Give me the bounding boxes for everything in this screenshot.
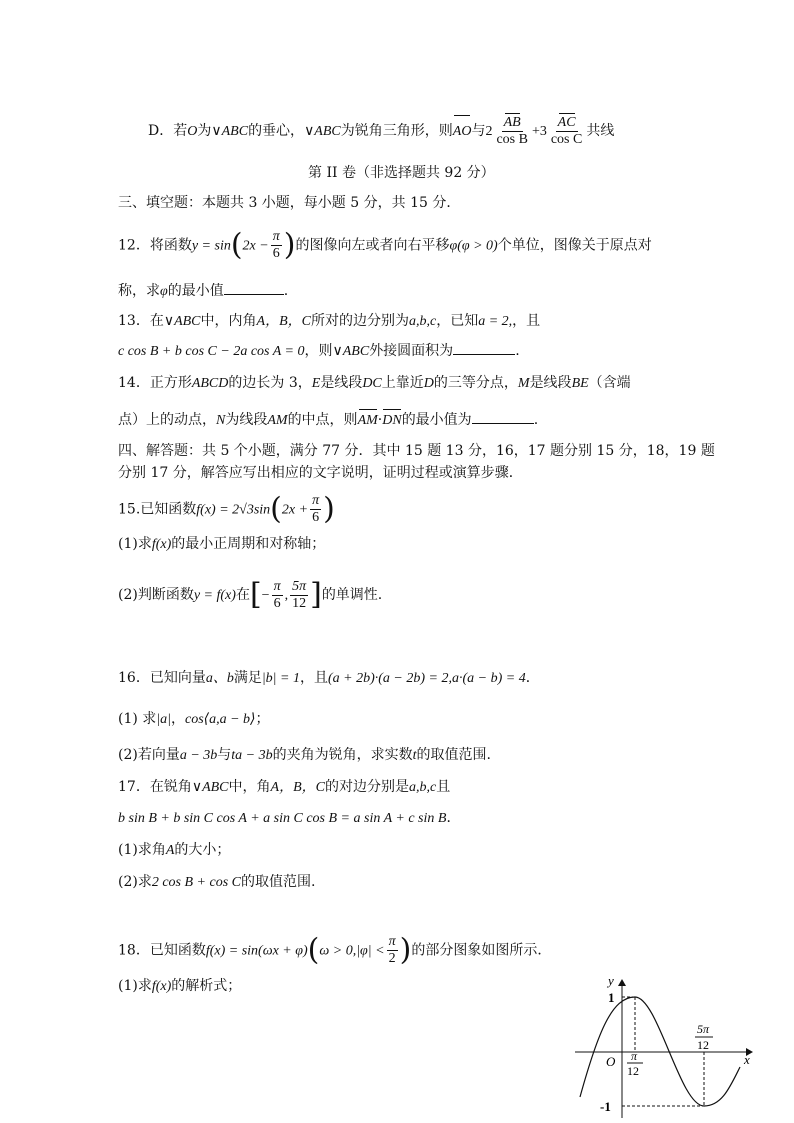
- question-12: 12．将函数y = sin(2x − $\frac{\pi}{6}$ )的图像向左或者向右平移φ(φ > 0)个单位，图像关于原点对: [118, 227, 652, 263]
- fraction-pi-6: $\frac{\pi}{6}$: [312, 493, 320, 525]
- answer-blank-13: [453, 354, 515, 355]
- answer-blank-12: [224, 294, 284, 295]
- question-14-line2: 点）上的动点，N为线段AM的中点，则AM·DN的最小值为 .: [118, 410, 538, 431]
- x-tick-pi12-num: π: [631, 1049, 638, 1063]
- vector-dn: DN: [382, 411, 401, 431]
- fraction-5pi-12: $\frac{5\pi}{12}$: [292, 578, 307, 611]
- x-tick-5pi12-num: 5π: [697, 1022, 710, 1036]
- question-16-part1: (1) 求|a|，cos⟨a,a − b⟩；: [118, 711, 270, 727]
- fraction-ac-cosc: $\frac{AC}{\text{cos C}}$: [550, 115, 583, 147]
- y-tick-1: 1: [608, 990, 615, 1005]
- question-13-line2: c cos B + b cos C − 2a cos A = 0，则∨ABC外接圆面积为 .: [118, 343, 520, 359]
- sine-graph: [570, 972, 760, 1122]
- fraction-pi-6: $\frac{\pi}{6}$: [272, 229, 280, 261]
- x-tick-pi12-den: 12: [627, 1064, 639, 1078]
- x-axis-label: x: [744, 1052, 750, 1067]
- y-axis-label: y: [608, 973, 614, 988]
- question-16: 16．已知向量a、b满足|b| = 1，且(a + 2b)·(a − 2b) = 2,a·(a − b) = 4．: [118, 670, 540, 686]
- origin-label: O: [606, 1054, 616, 1069]
- part2-title: 第 II 卷（非选择题共 92 分）: [308, 165, 495, 181]
- section3-heading: 三、填空题：本题共 3 小题，每小题 5 分，共 15 分．: [118, 195, 461, 211]
- fraction-pi-2: $\frac{\pi}{2}$: [388, 934, 396, 966]
- option-d: D．若O为∨ABC的垂心，∨ABC为锐角三角形，则AO与2 $\frac{AB}{\text{cos B}}$ +3 $\frac{AC}{\text{cos C}}$ 共线: [148, 115, 615, 147]
- question-12-line2: 称，求φ的最小值 .: [118, 283, 289, 299]
- answer-blank-14: [472, 423, 534, 424]
- fraction-pi-6: $\frac{\pi}{6}$: [273, 578, 281, 611]
- fraction-ab-cosb: $\frac{AB}{\text{cos B}}$: [496, 115, 528, 147]
- question-18: 18．已知函数f(x) = sin(ωx + φ)(ω > 0,|φ| < $\frac{\pi}{2}$ )的部分图象如图所示．: [118, 932, 552, 968]
- question-17: 17．在锐角∨ABC中，角A，B，C的对边分别是a,b,c且: [118, 779, 451, 795]
- question-18-part1: (1)求f(x)的解析式；: [118, 978, 242, 994]
- question-15-part1: (1)求f(x)的最小正周期和对称轴；: [118, 536, 326, 552]
- section4-line1: 四、解答题：共 5 个小题，满分 77 分．其中 15 题 13 分，16，17 题分别 15 分，18，19 题: [118, 443, 715, 459]
- section4-line2: 分别 17 分，解答应写出相应的文字说明，证明过程或演算步骤．: [118, 465, 523, 481]
- question-16-part2: (2)若向量a − 3b与ta − 3b的夹角为锐角，求实数t的取值范围.: [118, 747, 491, 763]
- question-13: 13．在∨ABC中，内角A，B，C所对的边分别为a,b,c，已知a = 2,，且: [118, 313, 541, 329]
- question-15-part2: (2)判断函数y = f(x)在[− $\frac{\pi}{6}$ , $\frac{5\pi}{12}$ ]的单调性.: [118, 577, 383, 612]
- vector-ao: AO: [453, 117, 472, 147]
- x-tick-5pi12-den: 12: [697, 1038, 709, 1052]
- question-17-part2: (2)求2 cos B + cos C的取值范围.: [118, 874, 316, 890]
- y-tick-neg1: -1: [600, 1099, 611, 1114]
- question-14: 14．正方形ABCD的边长为 3，E是线段DC上靠近D的三等分点，M是线段BE（含端: [118, 375, 631, 391]
- vector-am: AM: [358, 411, 378, 431]
- question-17-part1: (1)求角A的大小；: [118, 842, 231, 858]
- question-17-equation: b sin B + b sin C cos A + a sin C cos B = a sin A + c sin B．: [118, 810, 461, 826]
- question-15: 15.已知函数f(x) = 2√3sin(2x + $\frac{\pi}{6}$ ): [118, 491, 335, 527]
